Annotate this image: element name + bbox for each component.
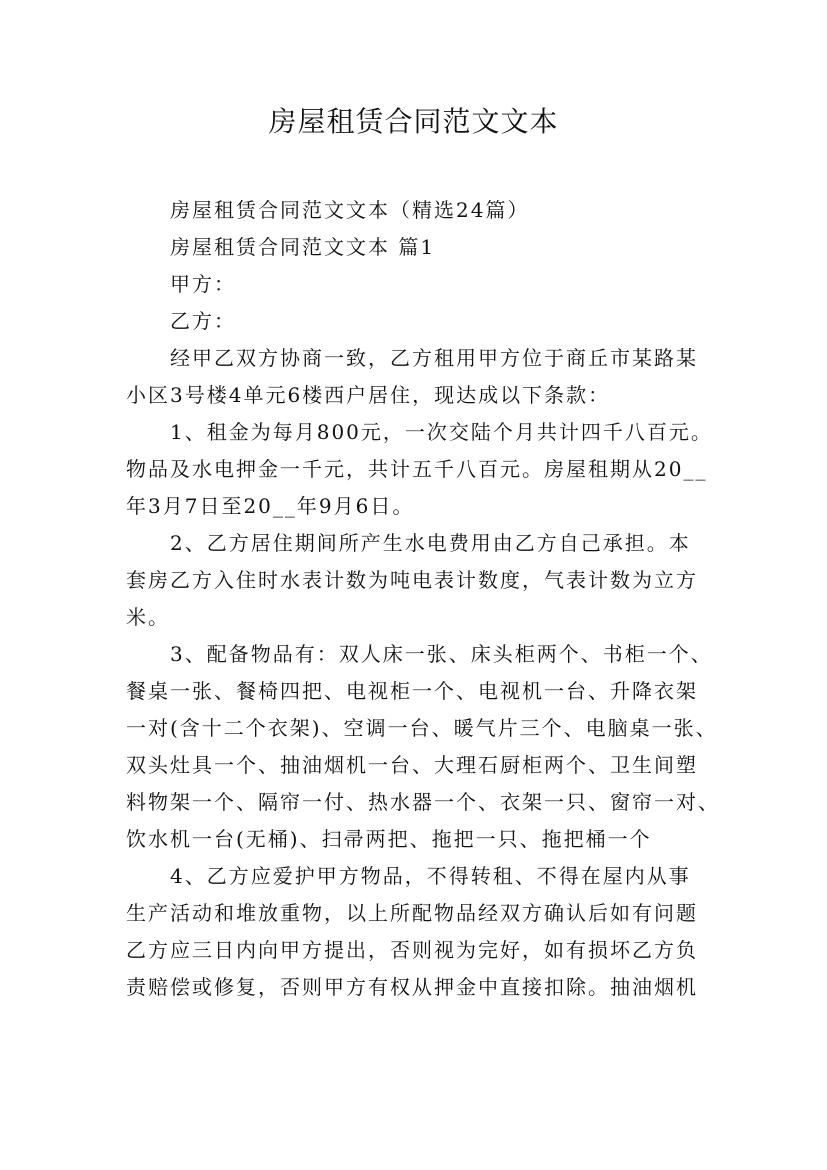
clause-1-line: 年3月7日至20__年9月6日。 — [126, 494, 415, 518]
clause-3-line: 3、配备物品有：双人床一张、床头柜两个、书柜一个、 — [170, 642, 713, 666]
clause-4-line: 生产活动和堆放重物，以上所配物品经双方确认后如有问题 — [126, 901, 698, 925]
clause-4-line: 责赔偿或修复，否则甲方有权从押金中直接扣除。抽油烟机 — [126, 975, 698, 999]
clause-2-line: 2、乙方居住期间所产生水电费用由乙方自己承担。本 — [170, 531, 691, 555]
document-title: 房屋租赁合同范文文本 — [268, 105, 559, 138]
clause-4-line: 乙方应三日内向甲方提出，否则视为完好，如有损坏乙方负 — [126, 938, 698, 962]
clause-3-line: 餐桌一张、餐椅四把、电视柜一个、电视机一台、升降衣架 — [126, 679, 698, 703]
subtitle-line: 房屋租赁合同范文文本（精选24篇） — [170, 198, 530, 222]
clause-3-line: 料物架一个、隔帘一付、热水器一个、衣架一只、窗帘一对、 — [126, 790, 720, 814]
party-a-line: 甲方： — [170, 272, 236, 296]
clause-1-line: 物品及水电押金一千元，共计五千八百元。房屋租期从20__ — [126, 457, 708, 481]
clause-3-line: 双头灶具一个、抽油烟机一台、大理石厨柜两个、卫生间塑 — [126, 753, 698, 777]
party-b-line: 乙方： — [170, 309, 236, 333]
clause-4-line: 4、乙方应爱护甲方物品，不得转租、不得在屋内从事 — [170, 864, 691, 888]
document-body — [126, 192, 720, 1006]
paragraph-line: 小区3号楼4单元6楼西户居住，现达成以下条款： — [126, 383, 611, 407]
clause-2-line: 套房乙方入住时水表计数为吨电表计数度，气表计数为立方 — [126, 568, 698, 592]
paragraph-line: 经甲乙双方协商一致，乙方租用甲方位于商丘市某路某 — [170, 346, 698, 370]
clause-1-line: 1、租金为每月800元，一次交陆个月共计四千八百元。 — [170, 420, 713, 444]
clause-2-line: 米。 — [126, 605, 170, 629]
clause-3-line: 一对(含十二个衣架)、空调一台、暖气片三个、电脑桌一张、 — [126, 716, 718, 740]
clause-3-line: 饮水机一台(无桶)、扫帚两把、拖把一只、拖把桶一个 — [126, 827, 652, 851]
section-heading: 房屋租赁合同范文文本 篇1 — [170, 235, 436, 259]
